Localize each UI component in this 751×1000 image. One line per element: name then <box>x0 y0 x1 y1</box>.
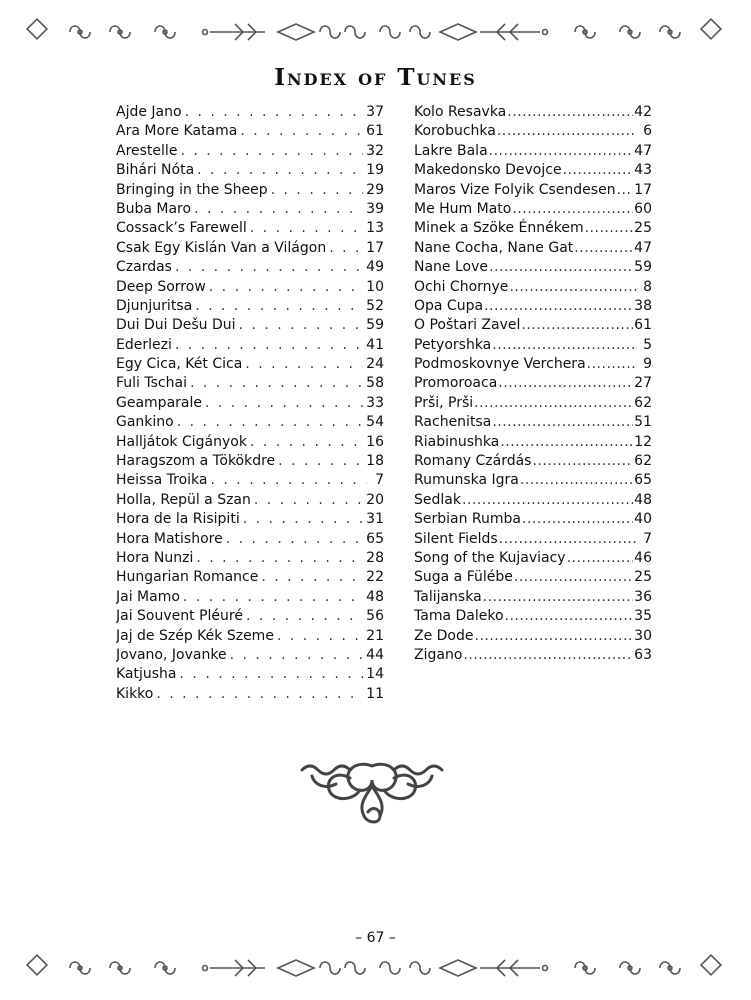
index-entry <box>414 142 652 161</box>
dot-leader <box>499 530 637 549</box>
tune-page-number: 49 <box>366 259 384 276</box>
index-entry <box>414 433 652 452</box>
tune-name: Ajde Jano <box>116 104 182 120</box>
tune-page-number: 28 <box>366 549 384 566</box>
index-entry <box>116 530 384 549</box>
dot-leader <box>585 219 634 238</box>
index-entry <box>414 646 652 665</box>
tune-name: Ara More Katama <box>116 123 238 140</box>
index-column-left <box>116 103 384 704</box>
dot-leader <box>246 607 363 626</box>
dot-leader <box>489 142 634 161</box>
tune-name: Jovano, Jovanke <box>116 646 227 663</box>
index-entry <box>414 452 652 471</box>
dot-leader <box>190 374 363 393</box>
dot-leader <box>175 258 363 277</box>
tune-page-number: 54 <box>366 414 384 431</box>
dot-leader <box>474 394 633 413</box>
tune-page-number: 60 <box>634 200 652 217</box>
tune-name: Hungarian Romance <box>116 569 259 586</box>
tune-page-number: 8 <box>643 278 652 295</box>
tune-name: Djunjuritsa <box>116 297 193 314</box>
dot-leader <box>156 685 363 704</box>
tune-name: Suga a Fülébe <box>414 569 513 586</box>
index-entry <box>414 530 652 549</box>
tune-name: Katjusha <box>116 666 177 683</box>
index-entry <box>414 258 652 277</box>
tune-page-number: 52 <box>366 297 384 314</box>
tune-page-number: 37 <box>366 104 384 120</box>
dot-leader <box>512 200 633 219</box>
dot-leader <box>183 588 363 607</box>
index-entry <box>414 394 652 413</box>
tune-name: Riabinushka <box>414 433 500 450</box>
dot-leader <box>180 142 363 161</box>
tune-name: Tama Daleko <box>414 608 504 625</box>
tune-name: O Poštari Zavel <box>414 317 521 334</box>
dot-leader <box>484 297 633 316</box>
tune-page-number: 17 <box>366 239 384 256</box>
dot-leader <box>587 355 637 374</box>
tune-name: Cossack’s Farewell <box>116 220 247 237</box>
tune-name: Arestelle <box>116 142 178 159</box>
dot-leader <box>507 103 633 122</box>
index-entry <box>414 200 652 219</box>
index-entry <box>414 607 652 626</box>
top-decorative-border <box>20 16 731 48</box>
tune-page-number: 25 <box>634 569 652 586</box>
tune-page-number: 24 <box>366 356 384 373</box>
dot-leader <box>271 181 364 200</box>
index-entry <box>116 239 384 258</box>
dot-leader <box>250 219 363 238</box>
dot-leader <box>243 510 363 529</box>
flourish-ornament <box>296 756 448 828</box>
index-entry <box>414 491 652 510</box>
dot-leader <box>617 181 634 200</box>
tune-name: Silent Fields <box>414 530 498 547</box>
tune-page-number: 25 <box>634 220 652 237</box>
tune-page-number: 48 <box>634 491 652 508</box>
index-entry <box>414 549 652 568</box>
index-entry <box>116 161 384 180</box>
tune-name: Dui Dui Dešu Dui <box>116 317 236 334</box>
index-entry <box>116 122 384 141</box>
tune-page-number: 5 <box>643 336 652 353</box>
tune-name: Bihári Nóta <box>116 162 195 179</box>
tune-name: Holla, Repül a Szan <box>116 491 251 508</box>
tune-name: Egy Cica, Két Cica <box>116 356 243 373</box>
dot-leader <box>492 336 637 355</box>
dot-leader <box>514 568 633 587</box>
tune-name: Buba Maro <box>116 200 192 217</box>
index-entry <box>116 588 384 607</box>
tune-name: Podmoskovnye Verchera <box>414 356 586 373</box>
tune-page-number: 7 <box>643 530 652 547</box>
tune-name: Me Hum Mato <box>414 200 512 217</box>
index-entry <box>116 355 384 374</box>
tune-name: Ochi Chornye <box>414 278 509 295</box>
tune-page-number: 43 <box>634 162 652 179</box>
tune-page-number: 38 <box>634 297 652 314</box>
tune-name: Csak Egy Kislán Van a Világon <box>116 239 327 256</box>
tune-name: Maros Vize Folyik Csendesen <box>414 181 616 198</box>
tune-page-number: 56 <box>366 608 384 625</box>
index-entry <box>116 142 384 161</box>
tune-page-number: 27 <box>634 375 652 392</box>
dot-leader <box>205 394 363 413</box>
index-entry <box>116 646 384 665</box>
tune-page-number: 10 <box>366 278 384 295</box>
tune-page-number: 18 <box>366 453 384 470</box>
index-entry <box>116 200 384 219</box>
tune-name: Jai Souvent Pléuré <box>116 608 243 625</box>
tune-page-number: 65 <box>366 530 384 547</box>
tune-page-number: 47 <box>634 239 652 256</box>
index-entry <box>414 471 652 490</box>
tune-name: Halljátok Cigányok <box>116 433 247 450</box>
dot-leader <box>209 278 363 297</box>
tune-page-number: 13 <box>366 220 384 237</box>
tune-page-number: 22 <box>366 569 384 586</box>
tune-page-number: 59 <box>366 317 384 334</box>
tune-page-number: 47 <box>634 142 652 159</box>
dot-leader <box>211 471 368 490</box>
tune-name: Zigano <box>414 646 463 663</box>
index-entry <box>116 219 384 238</box>
tune-name: Talijanska <box>414 588 482 605</box>
index-entry <box>414 122 652 141</box>
dot-leader <box>230 646 364 665</box>
tune-page-number: 44 <box>366 646 384 663</box>
tune-page-number: 21 <box>366 627 384 644</box>
tune-name: Hora Matishore <box>116 530 223 547</box>
index-entry <box>116 258 384 277</box>
index-entry <box>414 316 652 335</box>
tune-page-number: 51 <box>634 414 652 431</box>
dot-leader <box>239 316 364 335</box>
tune-page-number: 61 <box>366 123 384 140</box>
tune-name: Song of the Kujaviacy <box>414 549 566 566</box>
index-entry <box>414 568 652 587</box>
tune-page-number: 42 <box>634 104 652 120</box>
index-entry <box>116 452 384 471</box>
tune-page-number: 31 <box>366 511 384 528</box>
dot-leader <box>497 122 637 141</box>
tune-name: Opa Cupa <box>414 297 484 314</box>
tune-page-number: 9 <box>643 356 652 373</box>
dot-leader <box>175 336 363 355</box>
tune-name: Deep Sorrow <box>116 278 206 295</box>
index-entry <box>116 549 384 568</box>
dot-leader <box>532 452 633 471</box>
dot-leader <box>475 627 634 646</box>
tune-page-number: 62 <box>634 453 652 470</box>
tune-page-number: 32 <box>366 142 384 159</box>
tune-page-number: 19 <box>366 162 384 179</box>
index-entry <box>414 219 652 238</box>
dot-leader <box>180 665 364 684</box>
index-entry <box>116 665 384 684</box>
dot-leader <box>567 549 634 568</box>
tune-name: Nane Love <box>414 259 489 276</box>
dot-leader <box>563 161 634 180</box>
tune-page-number: 17 <box>634 181 652 198</box>
dot-leader <box>462 491 633 510</box>
tune-page-number: 63 <box>634 646 652 663</box>
dot-leader <box>195 297 363 316</box>
index-entry <box>116 374 384 393</box>
tune-page-number: 29 <box>366 181 384 198</box>
dot-leader <box>509 278 637 297</box>
tune-page-number: 12 <box>634 433 652 450</box>
index-entry <box>116 103 384 122</box>
tune-name: Rachenitsa <box>414 414 492 431</box>
dot-leader <box>483 588 634 607</box>
dot-leader <box>278 452 363 471</box>
tune-name: Sedlak <box>414 491 461 508</box>
dot-leader <box>520 471 633 490</box>
index-entry <box>116 394 384 413</box>
tune-name: Jai Mamo <box>116 588 180 605</box>
tune-name: Gankino <box>116 414 174 431</box>
dot-leader <box>194 200 363 219</box>
dot-leader <box>245 355 363 374</box>
index-entry <box>414 336 652 355</box>
dot-leader <box>492 413 633 432</box>
tune-name: Haragszom a Tökökdre <box>116 453 276 470</box>
tune-name: Makedonsko Devojce <box>414 162 562 179</box>
index-entry <box>116 568 384 587</box>
index-entry <box>414 413 652 432</box>
dot-leader <box>261 568 363 587</box>
dot-leader <box>277 627 363 646</box>
tune-name: Hora Nunzi <box>116 549 194 566</box>
tune-page-number: 61 <box>634 317 652 334</box>
index-entry <box>414 278 652 297</box>
tune-name: Nane Cocha, Nane Gat <box>414 239 574 256</box>
dot-leader <box>254 491 363 510</box>
index-entry <box>414 510 652 529</box>
tune-page-number: 33 <box>366 394 384 411</box>
page-title: Index of Tunes <box>274 64 477 91</box>
index-entry <box>414 355 652 374</box>
dot-leader <box>185 103 364 122</box>
tune-name: Korobuchka <box>414 123 496 140</box>
tune-page-number: 6 <box>643 123 652 140</box>
tune-page-number: 20 <box>366 491 384 508</box>
tune-page-number: 16 <box>366 433 384 450</box>
index-entry <box>414 374 652 393</box>
index-entry <box>414 103 652 122</box>
index-entry <box>414 297 652 316</box>
tune-page-number: 14 <box>366 666 384 683</box>
dot-leader <box>196 549 363 568</box>
index-entry <box>116 316 384 335</box>
dot-leader <box>574 239 633 258</box>
tune-name: Jaj de Szép Kék Szeme <box>116 627 274 644</box>
index-entry <box>116 433 384 452</box>
index-entry <box>116 336 384 355</box>
dot-leader <box>505 607 634 626</box>
dot-leader <box>489 258 633 277</box>
dot-leader <box>522 510 633 529</box>
page-number: – 67 – <box>355 930 396 946</box>
tune-page-number: 36 <box>634 588 652 605</box>
dot-leader <box>329 239 363 258</box>
tune-page-number: 58 <box>366 375 384 392</box>
tune-name: Minek a Szöke Énnékem <box>414 220 584 237</box>
tune-page-number: 48 <box>366 588 384 605</box>
index-entry <box>116 297 384 316</box>
tune-name: Rumunska Igra <box>414 472 519 489</box>
tune-page-number: 59 <box>634 259 652 276</box>
dot-leader <box>177 413 363 432</box>
tune-name: Romany Czárdás <box>414 453 532 470</box>
index-entry <box>116 181 384 200</box>
index-entry <box>414 181 652 200</box>
index-entry <box>116 607 384 626</box>
dot-leader <box>250 433 363 452</box>
index-entry <box>116 510 384 529</box>
tune-name: Kikko <box>116 685 154 702</box>
index-entry <box>414 239 652 258</box>
dot-leader <box>226 530 363 549</box>
tune-page-number: 62 <box>634 394 652 411</box>
tune-page-number: 35 <box>634 608 652 625</box>
tune-page-number: 40 <box>634 511 652 528</box>
tune-page-number: 65 <box>634 472 652 489</box>
dot-leader <box>521 316 633 335</box>
tune-name: Lakre Bala <box>414 142 488 159</box>
tune-name: Ederlezi <box>116 336 172 353</box>
tune-name: Kolo Resavka <box>414 104 507 120</box>
tune-name: Fuli Tschai <box>116 375 187 392</box>
bottom-decorative-border <box>20 952 731 984</box>
index-entry <box>414 588 652 607</box>
tune-name: Hora de la Risipiti <box>116 511 240 528</box>
tune-page-number: 46 <box>634 549 652 566</box>
index-column-right <box>414 103 652 665</box>
tune-name: Ze Dode <box>414 627 474 644</box>
dot-leader <box>240 122 363 141</box>
tune-name: Bringing in the Sheep <box>116 181 268 198</box>
index-entry <box>116 413 384 432</box>
tune-page-number: 7 <box>375 472 384 489</box>
tune-name: Serbian Rumba <box>414 511 522 528</box>
tune-name: Petyorshka <box>414 336 492 353</box>
dot-leader <box>500 433 633 452</box>
index-entry <box>116 471 384 490</box>
tune-page-number: 30 <box>634 627 652 644</box>
tune-name: Geamparale <box>116 394 202 411</box>
index-entry <box>414 161 652 180</box>
index-entry <box>414 627 652 646</box>
tune-name: Czardas <box>116 259 172 276</box>
index-entry <box>116 685 384 704</box>
dot-leader <box>463 646 633 665</box>
dot-leader <box>197 161 363 180</box>
tune-page-number: 41 <box>366 336 384 353</box>
index-entry <box>116 278 384 297</box>
tune-name: Heissa Troika <box>116 472 208 489</box>
tune-name: Promoroaca <box>414 375 498 392</box>
tune-name: Prši, Prši <box>414 394 474 411</box>
dot-leader <box>498 374 633 393</box>
index-entry <box>116 627 384 646</box>
tune-page-number: 11 <box>366 685 384 702</box>
index-entry <box>116 491 384 510</box>
tune-page-number: 39 <box>366 200 384 217</box>
